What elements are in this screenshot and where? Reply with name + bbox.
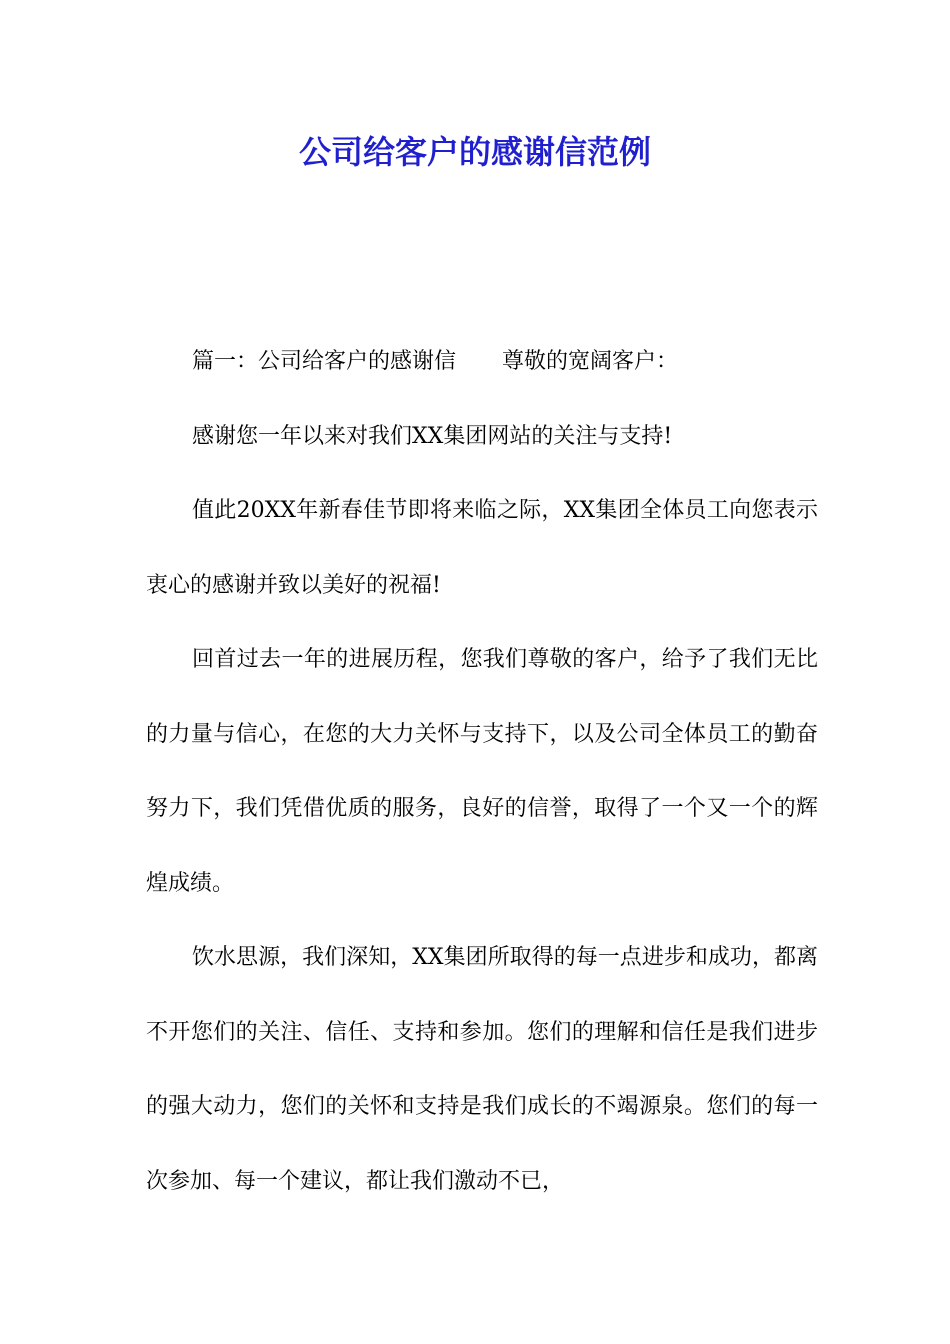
salutation: 尊敬的宽阔客户： <box>502 349 679 374</box>
paragraph-3: 回首过去一年的进展历程，您我们尊敬的客户，给予了我们无比的力量与信心，在您的大力关怀与支持下，以及公司全体员工的勤奋努力下，我们凭借优质的服务，良好的信誉，取得了一个又一个的辉煌成绩。 <box>146 647 818 896</box>
paragraph-4: 饮水思源，我们深知，XX集团所取得的每一点进步和成功，都离不开您们的关注、信任、支持和参加。您们的理解和信任是我们进步的强大动力，您们的关怀和支持是我们成长的不竭源泉。您们的每一次参加、每一个建议，都让我们激动不已， <box>146 945 818 1194</box>
paragraph-2: 值此20XX年新春佳节即将来临之际，XX集团全体员工向您表示衷心的感谢并致以美好的祝福! <box>146 498 818 598</box>
document-title: 公司给客户的感谢信范例 <box>298 133 651 171</box>
letter-heading <box>146 325 818 400</box>
section-heading: 篇一：公司给客户的感谢信 <box>192 349 457 374</box>
paragraph-1: 感谢您一年以来对我们XX集团网站的关注与支持! <box>192 423 673 449</box>
document-body <box>146 325 818 1219</box>
